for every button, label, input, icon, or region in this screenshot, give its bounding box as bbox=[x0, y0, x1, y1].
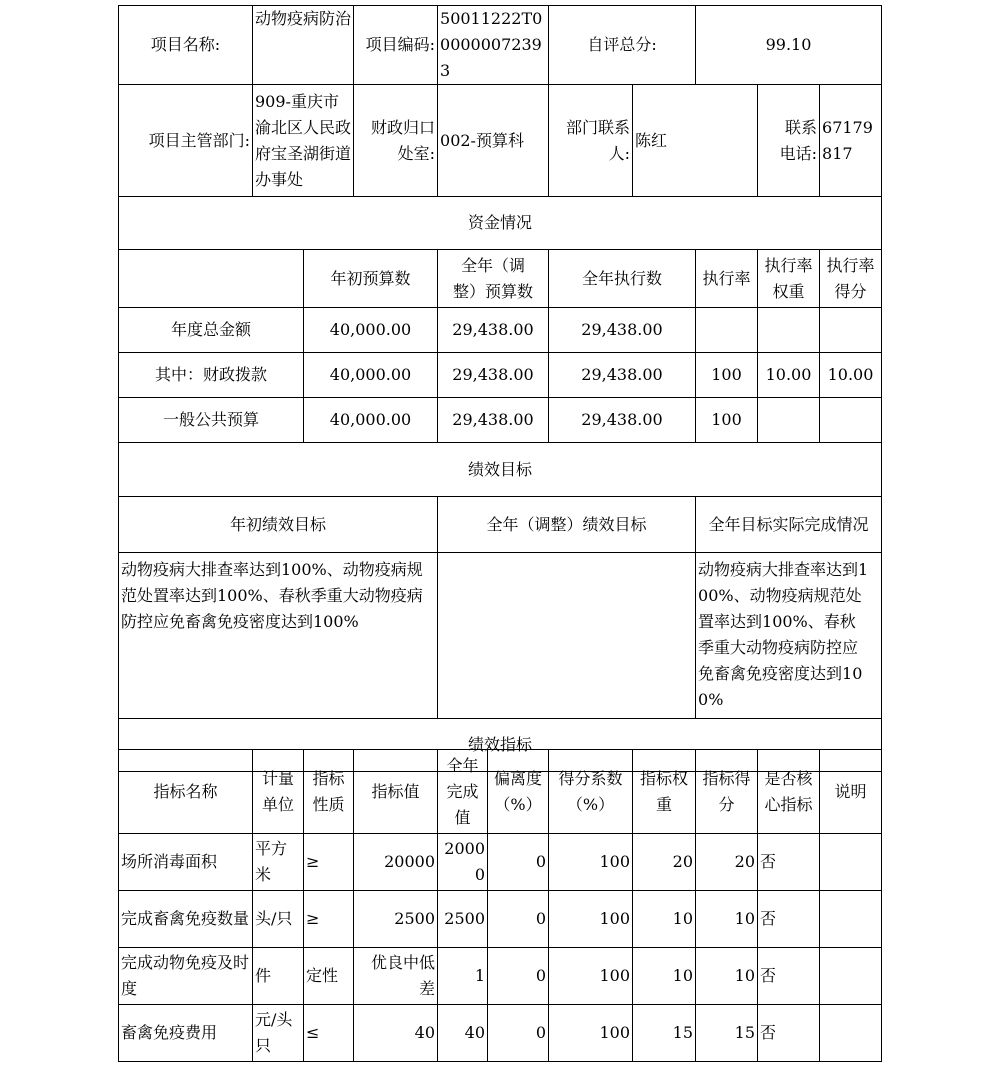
goals-section-row bbox=[119, 443, 882, 497]
ind-deviation: 0 bbox=[488, 948, 549, 1005]
indicator-row bbox=[119, 834, 882, 891]
finance-office-value: 002-预算科 bbox=[438, 85, 549, 197]
indicators-section-title: 绩效指标 bbox=[119, 719, 882, 772]
funds-row-weight bbox=[758, 398, 820, 443]
ind-nature: ≤ bbox=[304, 1005, 354, 1062]
ind-header-note: 说明 bbox=[820, 750, 882, 834]
funds-header-initial: 年初预算数 bbox=[304, 250, 438, 308]
funds-row-label: 其中：财政拨款 bbox=[119, 353, 304, 398]
funds-row-score bbox=[820, 398, 882, 443]
project-name-value: 动物疫病防治 bbox=[253, 6, 354, 85]
goals-header-actual: 全年目标实际完成情况 bbox=[696, 497, 882, 553]
funds-section-row bbox=[119, 197, 882, 250]
funds-row-weight bbox=[758, 308, 820, 353]
ind-header-name: 指标名称 bbox=[119, 750, 253, 834]
ind-deviation: 0 bbox=[488, 1005, 549, 1062]
ind-unit: 件 bbox=[253, 948, 304, 1005]
funds-header-adjusted: 全年（调整）预算数 bbox=[438, 250, 549, 308]
ind-core: 否 bbox=[758, 891, 820, 948]
ind-unit: 头/只 bbox=[253, 891, 304, 948]
project-name-label: 项目名称: bbox=[119, 6, 253, 85]
self-score-label: 自评总分: bbox=[549, 6, 696, 85]
funds-header-rate: 执行率 bbox=[696, 250, 758, 308]
finance-office-label: 财政归口处室: bbox=[354, 85, 438, 197]
managing-dept-label: 项目主管部门: bbox=[119, 85, 253, 197]
funds-row-rate bbox=[696, 308, 758, 353]
phone-value: 67179817 bbox=[820, 85, 882, 197]
funds-row-adjusted: 29,438.00 bbox=[438, 353, 549, 398]
funds-section-title: 资金情况 bbox=[119, 197, 882, 250]
ind-nature: 定性 bbox=[304, 948, 354, 1005]
ind-header-value: 指标值 bbox=[354, 750, 438, 834]
ind-header-score: 指标得分 bbox=[696, 750, 758, 834]
ind-weight: 10 bbox=[633, 948, 696, 1005]
ind-header-unit: 计量单位 bbox=[253, 750, 304, 834]
funds-row-score: 10.00 bbox=[820, 353, 882, 398]
funds-row bbox=[119, 308, 882, 353]
ind-note bbox=[820, 1005, 882, 1062]
ind-score: 10 bbox=[696, 891, 758, 948]
funds-row-executed: 29,438.00 bbox=[549, 398, 696, 443]
ind-weight: 15 bbox=[633, 1005, 696, 1062]
funds-row-initial: 40,000.00 bbox=[304, 308, 438, 353]
indicator-row bbox=[119, 891, 882, 948]
funds-row-adjusted: 29,438.00 bbox=[438, 308, 549, 353]
funds-row-executed: 29,438.00 bbox=[549, 353, 696, 398]
ind-header-weight: 指标权重 bbox=[633, 750, 696, 834]
ind-weight: 10 bbox=[633, 891, 696, 948]
project-code-value: 50011222T000000072393 bbox=[438, 6, 549, 85]
goals-section-title: 绩效目标 bbox=[119, 443, 882, 497]
project-code-label: 项目编码: bbox=[354, 6, 438, 85]
performance-self-evaluation-table bbox=[118, 5, 882, 772]
ind-value: 20000 bbox=[354, 834, 438, 891]
ind-nature: ≥ bbox=[304, 891, 354, 948]
ind-name: 畜禽免疫费用 bbox=[119, 1005, 253, 1062]
ind-nature: ≥ bbox=[304, 834, 354, 891]
ind-score: 20 bbox=[696, 834, 758, 891]
ind-value: 40 bbox=[354, 1005, 438, 1062]
goals-header-initial: 年初绩效目标 bbox=[119, 497, 438, 553]
funds-header-score: 执行率得分 bbox=[820, 250, 882, 308]
funds-header-blank bbox=[119, 250, 304, 308]
managing-dept-value: 909-重庆市渝北区人民政府宝圣湖街道办事处 bbox=[253, 85, 354, 197]
funds-row-adjusted: 29,438.00 bbox=[438, 398, 549, 443]
dept-contact-value: 陈红 bbox=[633, 85, 758, 197]
ind-done: 40 bbox=[438, 1005, 488, 1062]
ind-note bbox=[820, 948, 882, 1005]
ind-coef: 100 bbox=[549, 1005, 633, 1062]
indicators-table bbox=[118, 749, 882, 1062]
ind-value: 优良中低差 bbox=[354, 948, 438, 1005]
funds-row-rate: 100 bbox=[696, 398, 758, 443]
ind-name: 完成动物免疫及时度 bbox=[119, 948, 253, 1005]
ind-done: 1 bbox=[438, 948, 488, 1005]
funds-header-executed: 全年执行数 bbox=[549, 250, 696, 308]
funds-row bbox=[119, 353, 882, 398]
ind-unit: 平方米 bbox=[253, 834, 304, 891]
ind-core: 否 bbox=[758, 834, 820, 891]
funds-row-rate: 100 bbox=[696, 353, 758, 398]
funds-row-score bbox=[820, 308, 882, 353]
goals-actual-text: 动物疫病大排查率达到100%、动物疫病规范处置率达到100%、春秋季重大动物疫病防控应免畜禽免疫密度达到100% bbox=[696, 553, 882, 719]
ind-core: 否 bbox=[758, 1005, 820, 1062]
project-info-row-1 bbox=[119, 6, 882, 85]
ind-coef: 100 bbox=[549, 891, 633, 948]
funds-row-weight: 10.00 bbox=[758, 353, 820, 398]
funds-row-label: 一般公共预算 bbox=[119, 398, 304, 443]
goals-header-adjusted: 全年（调整）绩效目标 bbox=[438, 497, 696, 553]
ind-unit: 元/头只 bbox=[253, 1005, 304, 1062]
ind-header-core: 是否核心指标 bbox=[758, 750, 820, 834]
goals-content-row bbox=[119, 553, 882, 719]
funds-header-weight: 执行率权重 bbox=[758, 250, 820, 308]
funds-row-initial: 40,000.00 bbox=[304, 353, 438, 398]
ind-name: 场所消毒面积 bbox=[119, 834, 253, 891]
ind-weight: 20 bbox=[633, 834, 696, 891]
ind-header-done: 全年完成值 bbox=[438, 750, 488, 834]
goals-initial-text: 动物疫病大排查率达到100%、动物疫病规范处置率达到100%、春秋季重大动物疫病防控应免畜禽免疫密度达到100% bbox=[119, 553, 438, 719]
self-score-value: 99.10 bbox=[696, 6, 882, 85]
funds-row bbox=[119, 398, 882, 443]
indicator-row bbox=[119, 948, 882, 1005]
funds-header-row bbox=[119, 250, 882, 308]
ind-header-deviation: 偏离度（%） bbox=[488, 750, 549, 834]
indicator-row bbox=[119, 1005, 882, 1062]
ind-deviation: 0 bbox=[488, 834, 549, 891]
ind-done: 20000 bbox=[438, 834, 488, 891]
funds-row-executed: 29,438.00 bbox=[549, 308, 696, 353]
funds-row-initial: 40,000.00 bbox=[304, 398, 438, 443]
ind-coef: 100 bbox=[549, 834, 633, 891]
goals-header-row bbox=[119, 497, 882, 553]
ind-score: 15 bbox=[696, 1005, 758, 1062]
ind-header-nature: 指标性质 bbox=[304, 750, 354, 834]
ind-note bbox=[820, 834, 882, 891]
ind-core: 否 bbox=[758, 948, 820, 1005]
ind-deviation: 0 bbox=[488, 891, 549, 948]
ind-header-coef: 得分系数（%） bbox=[549, 750, 633, 834]
indicators-header-row bbox=[119, 750, 882, 834]
funds-row-label: 年度总金额 bbox=[119, 308, 304, 353]
dept-contact-label: 部门联系人: bbox=[549, 85, 633, 197]
ind-note bbox=[820, 891, 882, 948]
ind-name: 完成畜禽免疫数量 bbox=[119, 891, 253, 948]
ind-coef: 100 bbox=[549, 948, 633, 1005]
ind-done: 2500 bbox=[438, 891, 488, 948]
phone-label: 联系电话: bbox=[758, 85, 820, 197]
project-info-row-2 bbox=[119, 85, 882, 197]
ind-value: 2500 bbox=[354, 891, 438, 948]
ind-score: 10 bbox=[696, 948, 758, 1005]
goals-adjusted-text bbox=[438, 553, 696, 719]
